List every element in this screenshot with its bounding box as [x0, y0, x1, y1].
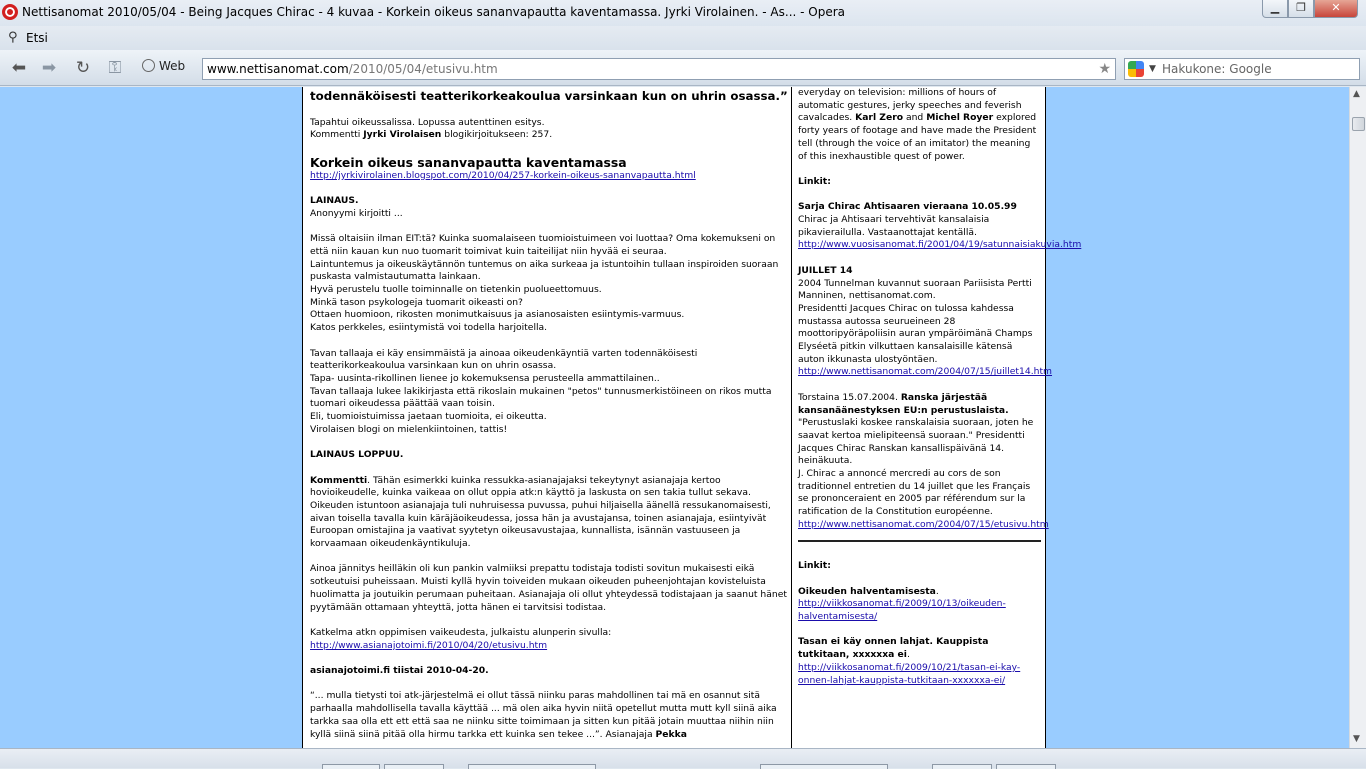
main-column — [303, 87, 789, 741]
scroll-up-icon[interactable]: ▲ — [1353, 89, 1360, 99]
web-label: Web — [159, 59, 186, 73]
column-divider — [791, 87, 792, 748]
linkit-label: Linkit: — [798, 560, 831, 572]
quote-paragraph: Tavan tallaaja lukee lakikirjasta että rikoslain mukainen "petos" tunnusmerkistöineen on rikos mutta tuomari oikeudessa päättää vaan toisin. — [310, 385, 772, 410]
juillet-heading: JUILLET 14 — [798, 264, 853, 276]
scrollbar-thumb[interactable] — [1352, 117, 1365, 131]
scroll-down-icon[interactable]: ▼ — [1353, 734, 1360, 744]
status-segment — [932, 764, 992, 769]
final-quote: “... mulla tietysti toi atk-järjestelmä ei ollut tässä niinku paras mahdollinen tai mä en osannut sitä parhaalla mahdollisella tavalla käyttää ... mä olen aika hyvin niitä opetellut mutta mutt kyll siinä aika tarkka saa olla ett ett että saa ne niinku sitte toimimaan ja sitten kun pitää jotain muuttaa niihin niin kyllä siinä siinä pitää olla hirmu tarkka ett kuinka sen tekee ...”. Asianajaja Pekka — [310, 690, 777, 740]
status-segment — [384, 764, 444, 769]
sarja-link[interactable]: http://www.vuosisanomat.fi/2001/04/19/satunnaisiakuvia.htm — [798, 239, 1082, 251]
intro-comment: Kommentti Jyrki Virolaisen blogikirjoitukseen: 257. — [310, 129, 553, 141]
status-segment — [468, 764, 596, 769]
oikeuden-link[interactable]: http://viikkosanomat.fi/2009/10/13/oikeuden-halventamisesta/ — [798, 598, 1006, 623]
article-page — [302, 87, 1082, 748]
heading-link[interactable]: http://jyrkivirolainen.blogspot.com/2010/04/257-korkein-oikeus-sananvapautta.html — [310, 169, 696, 181]
forward-button[interactable]: ➡ — [41, 58, 57, 78]
lainaus-label: LAINAUS. — [310, 195, 359, 207]
reload-button[interactable]: ↻ — [75, 58, 91, 78]
status-segment — [322, 764, 380, 769]
globe-icon — [142, 59, 155, 72]
tasan-item: Tasan ei käy onnen lahjat. Kauppista tutkitaan, xxxxxxa ei. — [798, 636, 989, 661]
menu-bar — [0, 26, 1366, 50]
search-menu[interactable]: Etsi — [26, 31, 48, 45]
juillet-text: Presidentti Jacques Chirac on tulossa kahdessa mustassa autossa seurueineen 28 moottoripyöräpoliisin auran ympäröimänä Champs Elyséetä pitkin vilkuttaen kansalaisille kätensä auton ikkunasta ulostyöntäen. — [798, 302, 1033, 365]
quote-paragraph: Hyvä perustelu tuolle toiminnalle on tietenkin puolueettomuus. — [310, 284, 602, 296]
comment-paragraph: Oikeuden istuntoon asianajaja tuli nuhruisessa puvussa, puhui hiljaisella äänellä ressukanomaisesti, aivan toisella tavalla kuin käräjäoikeudessa, jossa hän ja avustajansa, toinen asianajaja, esiintyivät Euroopan omistajina ja vaativat syytetyn oikeusavustajaa, kunnallista, isännän vastuuseen ja korvaamaan oikeudenkäyntikuluja. — [310, 499, 771, 550]
chevron-down-icon[interactable]: ▼ — [1149, 64, 1156, 74]
url-path: /2010/05/04/etusivu.htm — [348, 62, 498, 76]
lainaus-end-label: LAINAUS LOPPUU. — [310, 449, 404, 461]
torstaina-text: J. Chirac a annoncé mercredi au cors de son traditionnel entretien du 14 juillet que les Français se prononceraient en 2005 par référendum sur la ratification de la Constitution européenne. — [798, 468, 1031, 518]
comment-paragraph: Ainoa jännitys heilläkin oli kun pankin valmiiksi prepattu todistaja todisti sovitun mukaisesti eikä sotkeutuisi puheissaan. Muisti kyllä hyvin toiveiden mukaan oikeuden puheenjohtajan kovisteluista huolimatta ja joutuikin perumaan puheitaan. Asianajaja oli ollut yhteydessä todistajaan ja saanut hänet pyytämään ottamaan yhteyttä, jotta hänen ei tarvitsisi todistaa. — [310, 563, 787, 613]
status-segment — [760, 764, 888, 769]
url-host: www.nettisanomat.com — [207, 62, 349, 76]
intro-text: Tapahtui oikeussalissa. Lopussa autenttinen esitys. — [310, 116, 545, 128]
quote-paragraph: Minkä tason psykologeja tuomarit oikeasti on? — [310, 296, 523, 308]
oikeuden-item: Oikeuden halventamisesta. http://viikkosanomat.fi/2009/10/13/oikeuden-halventamisesta/ — [798, 585, 1006, 623]
search-box[interactable] — [1124, 58, 1360, 80]
title-bar — [0, 0, 1366, 26]
comment-paragraph: Kommentti. Tähän esimerkki kuinka ressukka-asianajajaksi tekeytynyt asianajaja kertoo hovioikeudelle, kuinka vaikeaa on ollut oppia atk:n käyttö ja laskusta on sen takia tullut sekava. — [310, 474, 751, 499]
status-segment — [996, 764, 1056, 769]
status-bar — [0, 748, 1366, 768]
address-bar[interactable] — [202, 58, 1116, 80]
search-placeholder: Hakukone: Google — [1162, 62, 1272, 76]
lead-quote: todennäköisesti teatterikorkeakoulua varsinkaan kun on uhrin osassa.” — [310, 89, 788, 103]
anon-text: Anonyymi kirjoitti ... — [310, 207, 403, 219]
sidebar-rule — [798, 540, 1041, 542]
quote-paragraph: Tapa- uusinta-rikollinen lienee jo kokemuksensa perusteella ammattilainen.. — [310, 372, 660, 384]
sarja-text: Chirac ja Ahtisaari tervehtivät kansalaisia pikavierailulla. Vastaanottajat kentällä. — [798, 214, 990, 238]
asianajotoimi-link[interactable]: http://www.asianajotoimi.fi/2010/04/20/etusivu.htm — [310, 639, 548, 651]
juillet-text: 2004 Tunnelman kuvannut suoraan Pariisista Pertti Manninen, nettisanomat.com. — [798, 277, 1032, 302]
opera-logo-icon[interactable] — [2, 4, 18, 20]
torstaina-link[interactable]: http://www.nettisanomat.com/2004/07/15/etusivu.htm — [798, 518, 1049, 530]
quote-paragraph: Laintuntemus ja oikeuskäytännön tuntemus on aika surkeaa ja istuntoihin tullaan inspiroiden suoraan puskasta valmistautumatta lainkaan. — [310, 258, 779, 283]
torstaina-heading: Torstaina 15.07.2004. Ranska järjestää kansanäänestyksen EU:n perustuslaista. — [798, 391, 1009, 416]
comment-paragraph: Katkelma atkn oppimisen vaikeudesta, julkaistu alunperin sivulla: — [310, 626, 612, 638]
torstaina-text: "Perustuslaki koskee ranskalaisia suoraan, joten he saavat kertoa mielipiteensä suoraan." Presidentti Jacques Chirac Ranskan kansallispäivänä 14. heinäkuuta. — [798, 417, 1034, 467]
page-viewport — [0, 87, 1349, 748]
web-security-button[interactable] — [142, 59, 185, 73]
sarja-heading: Sarja Chirac Ahtisaaren vieraana 10.05.99 — [798, 201, 1017, 213]
quote-paragraph: Tavan tallaaja ei käy ensimmäistä ja ainoaa oikeudenkäyntiä varten todennäköisesti teatterikorkeakoulua varsinkaan kun on uhrin osassa. — [310, 347, 698, 372]
close-button[interactable]: ✕ — [1314, 0, 1358, 18]
bookmark-star-icon[interactable]: ★ — [1098, 61, 1111, 77]
back-button[interactable]: ⬅ — [11, 58, 27, 78]
quote-paragraph: Virolaisen blogi on mielenkiintoinen, tattis! — [310, 423, 508, 435]
sidebar-intro: everyday on television: millions of hours of automatic gestures, jerky speeches and feverish cavalcades. Karl Zero and Michel Royer explored forty years of footage and have made the President tell (through the voice of an imitator) the meaning of this inexhaustible quest of power. — [798, 87, 1037, 162]
sidebar-column — [798, 87, 1082, 687]
vertical-scrollbar[interactable] — [1349, 87, 1366, 748]
tasan-link[interactable]: http://viikkosanomat.fi/2009/10/21/tasan-ei-kay-onnen-lahjat-kauppista-tutkitaan-xxxxxxa-ei/ — [798, 661, 1021, 686]
maximize-button[interactable]: ❐ — [1288, 0, 1314, 18]
quote-paragraph: Ottaen huomioon, rikosten monimutkaisuus ja asianosaisten esiintymis-varmuus. — [310, 309, 685, 321]
quote-paragraph: Eli, tuomioistuimissa jaetaan tuomioita, ei oikeutta. — [310, 411, 547, 423]
quote-paragraph: Missä oltaisiin ilman EIT:tä? Kuinka suomalaiseen tuomioistuimeen voi luottaa? Oma kokemukseni on että niin kauan kun nuo tuomarit toimivat kuin taiteilijat niin hyvää ei seuraa. — [310, 233, 776, 257]
linkit-label: Linkit: — [798, 175, 831, 187]
quote-paragraph: Katos perkkeles, esiintymistä voi todella harjoitella. — [310, 322, 548, 334]
juillet-link[interactable]: http://www.nettisanomat.com/2004/07/15/juillet14.htm — [798, 366, 1053, 378]
google-icon — [1128, 61, 1144, 77]
date-heading: asianajotoimi.fi tiistai 2010-04-20. — [310, 665, 489, 677]
minimize-button[interactable]: ▁ — [1262, 0, 1288, 18]
article-heading: Korkein oikeus sananvapautta kaventamassa — [310, 154, 627, 170]
navigation-toolbar — [0, 50, 1366, 86]
window-title: Nettisanomat 2010/05/04 - Being Jacques Chirac - 4 kuvaa - Korkein oikeus sananvapautta kaventamassa. Jyrki Virolainen. - As... - Opera — [22, 5, 846, 19]
search-icon: ⚲ — [8, 30, 18, 45]
key-icon[interactable]: ⚿ — [108, 58, 122, 78]
